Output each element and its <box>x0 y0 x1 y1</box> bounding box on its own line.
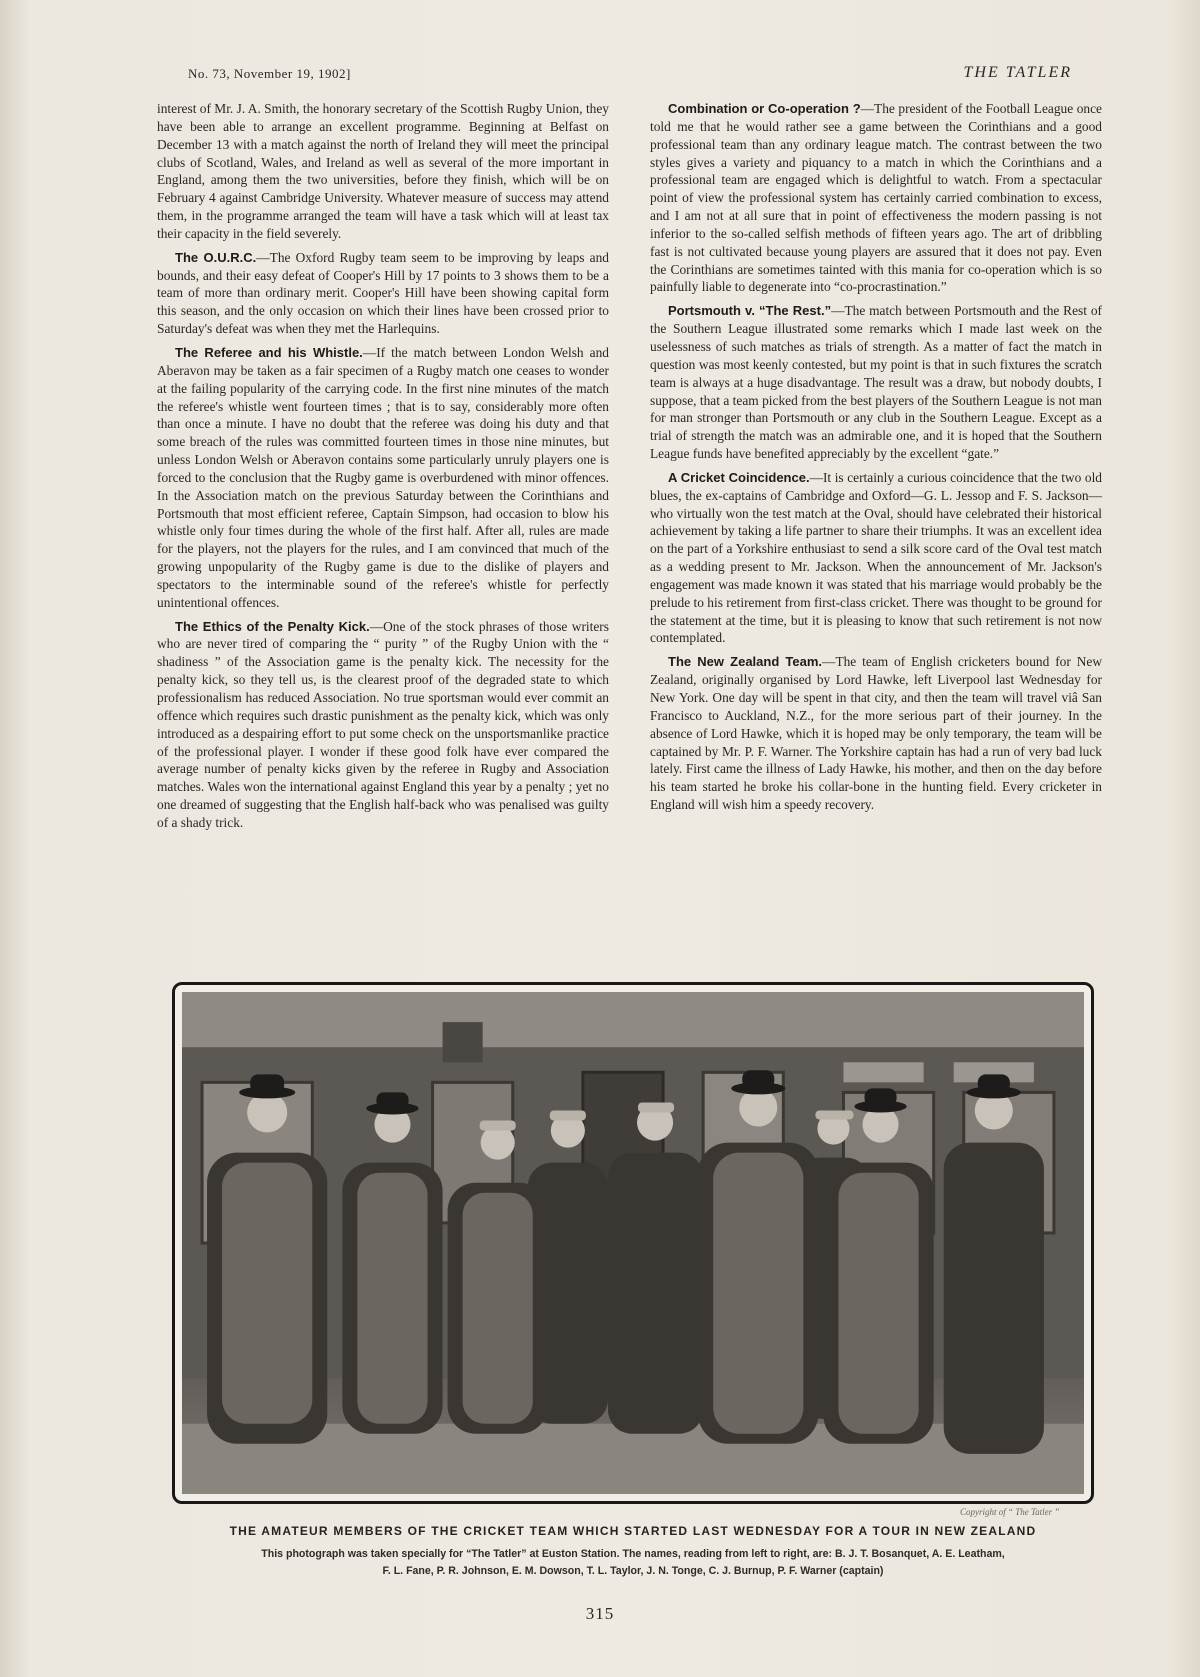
paragraph-heading: Portsmouth v. “The Rest.” <box>668 303 832 319</box>
paragraph-heading: Combination or Co-operation ? <box>668 101 861 116</box>
masthead: THE TATLER <box>963 64 1072 81</box>
right-column <box>650 100 1102 820</box>
paragraph-heading: The O.U.R.C. <box>175 249 257 265</box>
paragraph: The Ethics of the Penalty Kick.—One of the stock phrases of those writers who are never tired of comparing the “ purity ” of the Rugby Union with the “ shadiness ” of the Association game is the penalty kick. The necessity for the penalty kick, so they tell us, is the clearest proof of the degraded state to which professionalism has reduced Association. No true sportsman would ever commit an offence which requires such drastic punishment as the penalty kick, which was only introduced as a despairing effort to put some check on the unsportsmanlike practice of the professional player. I wonder if these good folk have ever compared the average number of penalty kicks given by the referee in Rugby and Association matches. Wales won the international against England this year by a penalty ; yet no one dreamed of suggesting that the English half-back who was penalised was guilty of a shady trick. <box>157 618 609 830</box>
page-number: 315 <box>585 1604 615 1623</box>
paragraph: Combination or Co-operation ?—The president of the Football League once told me that he would rather see a game between the Corinthians and a good professional team than any ordinary league match. The contrast between the two styles gives a variety and piquancy to a match in which the Corinthians and a professional team are engaged which is delightful to watch. From a spectacular point of view the professional system has certainly carried combination to excess, and I am not at all sure that in point of effectiveness the modern passing is not inferior to the so-called selfish methods of fifteen years ago. The art of dribbling fast is not cultivated because young players are assured that it does not pay. Even the Corinthians are sometimes tainted with this mania for co-operation which is so painfully liable to degenerate into “co-procrastination.” <box>650 101 1102 295</box>
paragraph: interest of Mr. J. A. Smith, the honorary secretary of the Scottish Rugby Union, they have been able to arrange an excellent programme. Beginning at Belfast on December 13 with a match against the north of Ireland they will meet the principal clubs of Scotland, Wales, and Ireland as well as several of the more important in England, among them the two universities, before they finish, which will be on February 4 against Cambridge University. Whatever measure of success may attend them, in the programme arranged the team will have a task which will at least tax their capacity in the field severely. <box>157 101 609 241</box>
paragraph-heading: The Referee and his Whistle. <box>175 344 363 360</box>
team-photo-illustration <box>182 992 1084 1494</box>
paragraph-heading: The Ethics of the Penalty Kick. <box>175 618 370 634</box>
left-column <box>157 100 609 838</box>
team-photograph <box>182 992 1084 1494</box>
caption-title: THE AMATEUR MEMBERS OF THE CRICKET TEAM WHICH STARTED LAST WEDNESDAY FOR A TOUR IN NEW ZEALAND <box>229 1524 1037 1538</box>
paragraph-heading: The New Zealand Team. <box>668 654 823 670</box>
paragraph: A Cricket Coincidence.—It is certainly a curious coincidence that the two old blues, the ex-captains of Cambridge and Oxford—G. L. Jessop and F. S. Jackson—who virtually won the test match at the Oval, should have celebrated their historical achievement by taking a life partner to share their triumphs. It was an excellent idea on the part of a Yorkshire enthusiast to send a silk score card of the Oval test match as a wedding present to Mr. Jackson. When the announcement of Mr. Jackson's engagement was made known it was stated that his marriage would probably be the prelude to his retirement from first-class cricket. There was thought to be ground for the statement at the time, but it is pleasing to know that such retirement is not now contemplated. <box>650 469 1102 646</box>
caption-text <box>160 1546 1106 1580</box>
caption-line: This photograph was taken specially for “The Tatler” at Euston Station. The names, reading from left to right, are: B. J. T. Bosanquet, A. E. Leatham, <box>261 1548 1005 1560</box>
paragraph: The O.U.R.C.—The Oxford Rugby team seem to be improving by leaps and bounds, and their easy defeat of Cooper's Hill by 17 points to 3 shows them to be a team of more than ordinary merit. Cooper's Hill have been showing capital form this season, and the only occasion on which their lines have been crossed prior to Saturday's defeat was when they met the Harlequins. <box>157 249 609 337</box>
issue-date: No. 73, November 19, 1902] <box>188 66 351 81</box>
photo-frame <box>172 982 1094 1504</box>
paragraph-heading: A Cricket Coincidence. <box>668 469 810 485</box>
paragraph: Portsmouth v. “The Rest.”—The match between Portsmouth and the Rest of the Southern League illustrated some remarks which I made last week on the uselessness of such matches as trials of strength. As a matter of fact the match in question was most keenly contested, but my point is that in such fixtures the scratch team is always at a huge disadvantage. The result was a draw, but nobody doubts, I suppose, that a team picked from the best players of the Southern League is not man for man stronger than Portsmouth or any club in the Southern League. Except as a trial of strength the match was an admirable one, and it is hoped that the Southern League funds have benefited appreciably by the excellent “gate.” <box>650 303 1102 462</box>
paragraph: The Referee and his Whistle.—If the match between London Welsh and Aberavon may be taken as a fair specimen of a Rugby match one ceases to wonder at the failing popularity of the carrying code. In the first nine minutes of the match the referee's whistle went fourteen times ; that is to say, considerably more often than once a minute. I have no doubt that the referee was doing his duty and that some breach of the rules was committed fourteen times in those nine minutes, but unless London Welsh or Aberavon contains some particularly unruly players one is forced to the conclusion that the Rugby game is overburdened with minor offences. In the Association match on the previous Saturday between the Corinthians and Portsmouth that most efficient referee, Captain Simpson, had occasion to blow his whistle only four times during the whole of the first half. After all, rules are made for the players, not the players for the rules, and I am convinced that much of the growing unpopularity of the Rugby game is due to the dislike of players and spectators to the interminable sound of the referee's whistle for perfectly unintentional offences. <box>157 344 609 610</box>
photo-copyright: Copyright of “ The Tatler ” <box>960 1507 1060 1517</box>
page-header <box>188 66 1072 86</box>
caption-line: F. L. Fane, P. R. Johnson, E. M. Dowson, T. L. Taylor, J. N. Tonge, C. J. Burnup, P. F. Warner (captain) <box>382 1565 884 1577</box>
paragraph: The New Zealand Team.—The team of English cricketers bound for New Zealand, originally organised by Lord Hawke, left Liverpool last Wednesday for New York. One day will be spent in that city, and then the team will travel viâ San Francisco to Auckland, N.Z., for the more serious part of their journey. In the absence of Lord Hawke, which it is hoped may be only temporary, the team will be captained by Mr. P. F. Warner. The Yorkshire captain has had a run of very bad luck lately. First came the illness of Lady Hawke, his mother, and then on the day before his team started he broke his collar-bone in the hunting field. Every cricketer in England will wish him a speedy recovery. <box>650 654 1102 813</box>
